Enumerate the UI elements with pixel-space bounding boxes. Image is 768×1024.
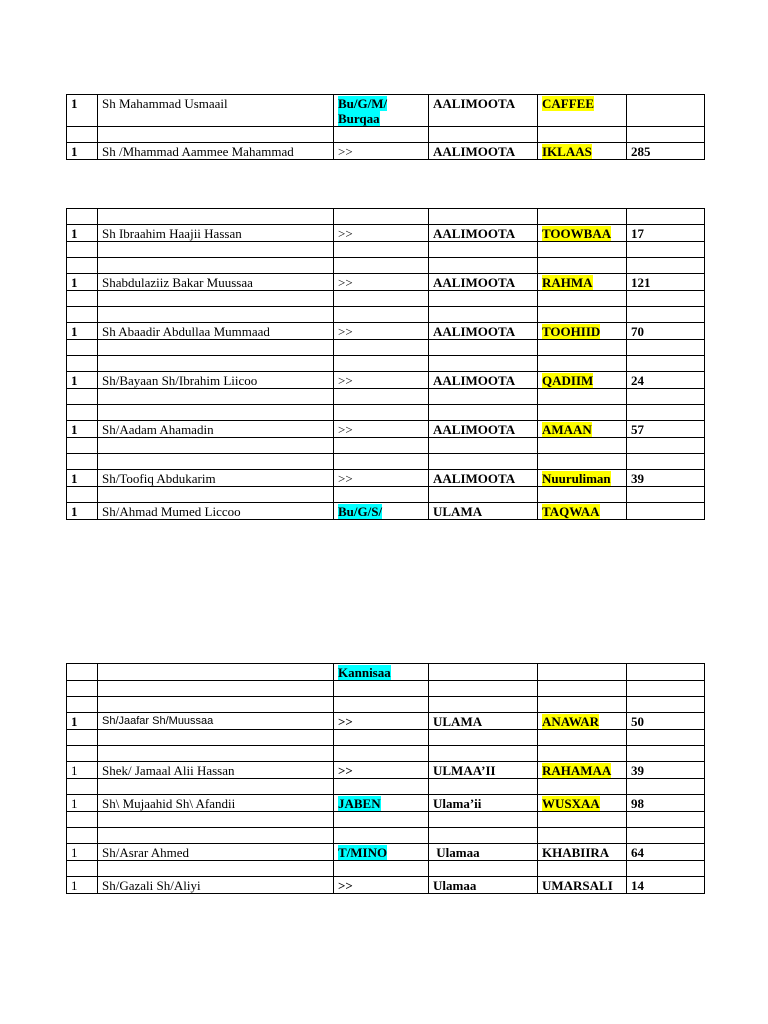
person-name: Shek/ Jamaal Alii Hassan: [98, 762, 334, 779]
table-row-empty: [67, 389, 705, 405]
row-number: 1: [67, 421, 98, 438]
org-cell: [538, 421, 627, 438]
count-cell: 70: [627, 323, 705, 340]
place-cell: >>: [334, 421, 429, 438]
table-row-empty: [67, 291, 705, 307]
org-cell: [538, 503, 627, 520]
row-number: 1: [67, 503, 98, 520]
row-number: 1: [67, 323, 98, 340]
table-row: [67, 225, 705, 242]
person-name: Sh/Gazali Sh/Aliyi: [98, 877, 334, 894]
row-number: 1: [67, 877, 98, 894]
row-number: 1: [67, 372, 98, 389]
count-cell: [627, 95, 705, 127]
person-name: Sh Abaadir Abdullaa Mummaad: [98, 323, 334, 340]
place-cell: [334, 95, 429, 127]
place-cell: [334, 795, 429, 812]
place-label: Bu/G/S/: [338, 504, 383, 519]
place-cell: >>: [334, 372, 429, 389]
table-row: [67, 143, 705, 160]
place-cell: >>: [334, 470, 429, 487]
table-row-empty: [67, 405, 705, 421]
person-name: Sh Ibraahim Haajii Hassan: [98, 225, 334, 242]
org-cell: KHABIIRA: [538, 844, 627, 861]
org-cell: [538, 762, 627, 779]
table-row: [67, 95, 705, 127]
org-cell: [538, 713, 627, 730]
section-header-cell: [334, 664, 429, 681]
table-header-row: [67, 664, 705, 681]
title-cell: AALIMOOTA: [429, 323, 538, 340]
table-row-empty: [67, 340, 705, 356]
count-cell: 50: [627, 713, 705, 730]
table-row-empty: [67, 861, 705, 877]
table-row: [67, 503, 705, 520]
row-number: 1: [67, 95, 98, 127]
count-cell: 39: [627, 470, 705, 487]
table-row-empty: [67, 438, 705, 454]
table-row-empty: [67, 730, 705, 746]
table-row: [67, 762, 705, 779]
row-number: 1: [67, 844, 98, 861]
table-row: [67, 795, 705, 812]
table-row-empty: [67, 242, 705, 258]
title-cell: AALIMOOTA: [429, 225, 538, 242]
table-row: [67, 844, 705, 861]
org-cell: [538, 225, 627, 242]
place-cell: >>: [334, 713, 429, 730]
org-label: TOOHIID: [542, 324, 601, 339]
row-number: 1: [67, 225, 98, 242]
org-label: TAQWAA: [542, 504, 600, 519]
table-row-empty: [67, 828, 705, 844]
person-name: Sh/Aadam Ahamadin: [98, 421, 334, 438]
person-name: Sh/Bayaan Sh/Ibrahim Liicoo: [98, 372, 334, 389]
title-cell: Ulama’ii: [429, 795, 538, 812]
table-row-empty: [67, 127, 705, 143]
person-name: Sh/Ahmad Mumed Liccoo: [98, 503, 334, 520]
title-cell: ULAMA: [429, 713, 538, 730]
title-cell: AALIMOOTA: [429, 143, 538, 160]
place-cell: >>: [334, 143, 429, 160]
title-cell: AALIMOOTA: [429, 470, 538, 487]
place-label: Bu/G/M/ Burqaa: [338, 96, 388, 126]
table-row-empty: [67, 454, 705, 470]
count-cell: 39: [627, 762, 705, 779]
count-cell: 17: [627, 225, 705, 242]
org-cell: [538, 372, 627, 389]
count-cell: [627, 503, 705, 520]
table-row-empty: [67, 681, 705, 697]
scholars-table-3: [66, 663, 705, 894]
org-label: ANAWAR: [542, 714, 600, 729]
table-row-empty: [67, 812, 705, 828]
org-cell: [538, 143, 627, 160]
row-number: 1: [67, 762, 98, 779]
org-cell: [538, 470, 627, 487]
person-name: Sh Mahammad Usmaail: [98, 95, 334, 127]
org-label: TOOWBAA: [542, 226, 612, 241]
place-cell: [334, 503, 429, 520]
table-row: [67, 372, 705, 389]
row-number: 1: [67, 143, 98, 160]
org-label: Nuuruliman: [542, 471, 611, 486]
org-label: RAHMA: [542, 275, 593, 290]
title-cell: Ulamaa: [429, 844, 538, 861]
title-cell: ULMAA’II: [429, 762, 538, 779]
table-row-empty: [67, 779, 705, 795]
place-cell: >>: [334, 762, 429, 779]
place-cell: >>: [334, 877, 429, 894]
person-name: Sh\ Mujaahid Sh\ Afandii: [98, 795, 334, 812]
table-row-empty: [67, 356, 705, 372]
person-name: Sh/Asrar Ahmed: [98, 844, 334, 861]
title-cell: AALIMOOTA: [429, 372, 538, 389]
scholars-table-1: [66, 94, 705, 160]
title-cell: ULAMA: [429, 503, 538, 520]
title-cell: Ulamaa: [429, 877, 538, 894]
title-cell: AALIMOOTA: [429, 421, 538, 438]
title-cell: AALIMOOTA: [429, 274, 538, 291]
person-name: Sh /Mhammad Aammee Mahammad: [98, 143, 334, 160]
org-label: WUSXAA: [542, 796, 600, 811]
org-cell: [538, 274, 627, 291]
table-row: [67, 323, 705, 340]
count-cell: 57: [627, 421, 705, 438]
count-cell: 121: [627, 274, 705, 291]
place-cell: >>: [334, 323, 429, 340]
table-row: [67, 877, 705, 894]
org-label: RAHAMAA: [542, 763, 612, 778]
count-cell: 98: [627, 795, 705, 812]
org-cell: [538, 795, 627, 812]
table-row: [67, 421, 705, 438]
count-cell: 64: [627, 844, 705, 861]
table-row-empty: [67, 697, 705, 713]
section-header: Kannisaa: [338, 665, 391, 680]
table-row: [67, 713, 705, 730]
person-name: Sh/Jaafar Sh/Muussaa: [98, 713, 334, 730]
org-cell: UMARSALI: [538, 877, 627, 894]
table-row: [67, 470, 705, 487]
place-label: JABEN: [338, 796, 381, 811]
table-row-empty: [67, 487, 705, 503]
person-name: Shabdulaziiz Bakar Muussaa: [98, 274, 334, 291]
org-label: QADIIM: [542, 373, 594, 388]
place-cell: >>: [334, 274, 429, 291]
count-cell: 24: [627, 372, 705, 389]
org-cell: [538, 95, 627, 127]
row-number: 1: [67, 274, 98, 291]
count-cell: 14: [627, 877, 705, 894]
table-row-empty: [67, 209, 705, 225]
org-label: AMAAN: [542, 422, 592, 437]
place-label: T/MINO: [338, 845, 388, 860]
place-cell: [334, 844, 429, 861]
row-number: 1: [67, 470, 98, 487]
table-row-empty: [67, 746, 705, 762]
org-label: CAFFEE: [542, 96, 594, 111]
table-row-empty: [67, 258, 705, 274]
scholars-table-2: [66, 208, 705, 520]
title-cell: AALIMOOTA: [429, 95, 538, 127]
place-cell: >>: [334, 225, 429, 242]
count-cell: 285: [627, 143, 705, 160]
row-number: 1: [67, 713, 98, 730]
org-label: IKLAAS: [542, 144, 592, 159]
table-row: [67, 274, 705, 291]
org-cell: [538, 323, 627, 340]
person-name: Sh/Toofiq Abdukarim: [98, 470, 334, 487]
row-number: 1: [67, 795, 98, 812]
table-row-empty: [67, 307, 705, 323]
